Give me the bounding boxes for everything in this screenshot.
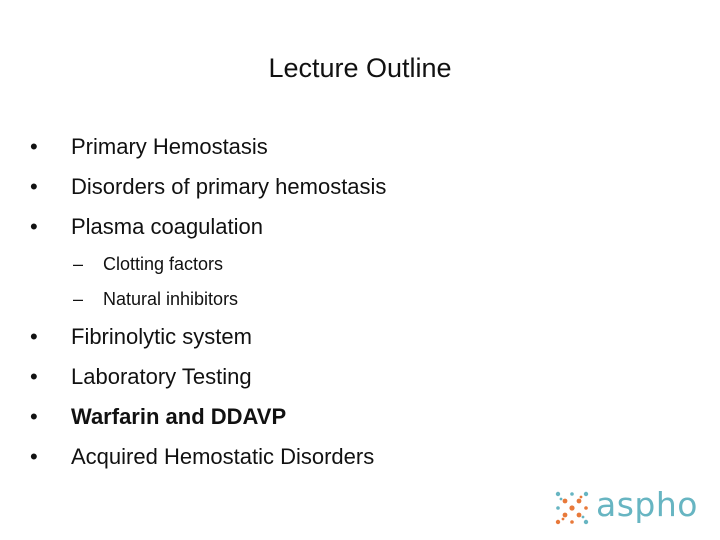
list-item: • Laboratory Testing	[30, 362, 690, 392]
list-item: • Warfarin and DDAVP	[30, 402, 690, 432]
dash-icon: –	[73, 254, 84, 274]
bullet-icon: •	[30, 404, 38, 429]
list-item: • Acquired Hemostatic Disorders	[30, 442, 690, 472]
sub-list-item: – Clotting factors	[73, 254, 224, 274]
bullet-icon: •	[30, 324, 38, 349]
list-item: • Fibrinolytic system	[30, 322, 690, 352]
sub-list-item: – Natural inhibitors	[73, 289, 239, 309]
bullet-icon: •	[30, 134, 38, 159]
bullet-icon: •	[30, 174, 38, 199]
dash-icon: –	[73, 289, 84, 309]
bullet-icon: •	[30, 214, 38, 239]
list-item: • Plasma coagulation	[30, 212, 690, 242]
dot-cluster-logo-icon	[552, 488, 592, 528]
slide-title: Lecture Outline	[268, 53, 452, 83]
list-item: • Primary Hemostasis	[30, 132, 690, 162]
bullet-icon: •	[30, 444, 38, 469]
list-item: • Disorders of primary hemostasis	[30, 172, 690, 202]
bullet-list	[30, 132, 690, 482]
aspho-logo	[552, 485, 712, 528]
logo-wordmark: aspho	[596, 485, 698, 524]
bullet-icon: •	[30, 364, 38, 389]
